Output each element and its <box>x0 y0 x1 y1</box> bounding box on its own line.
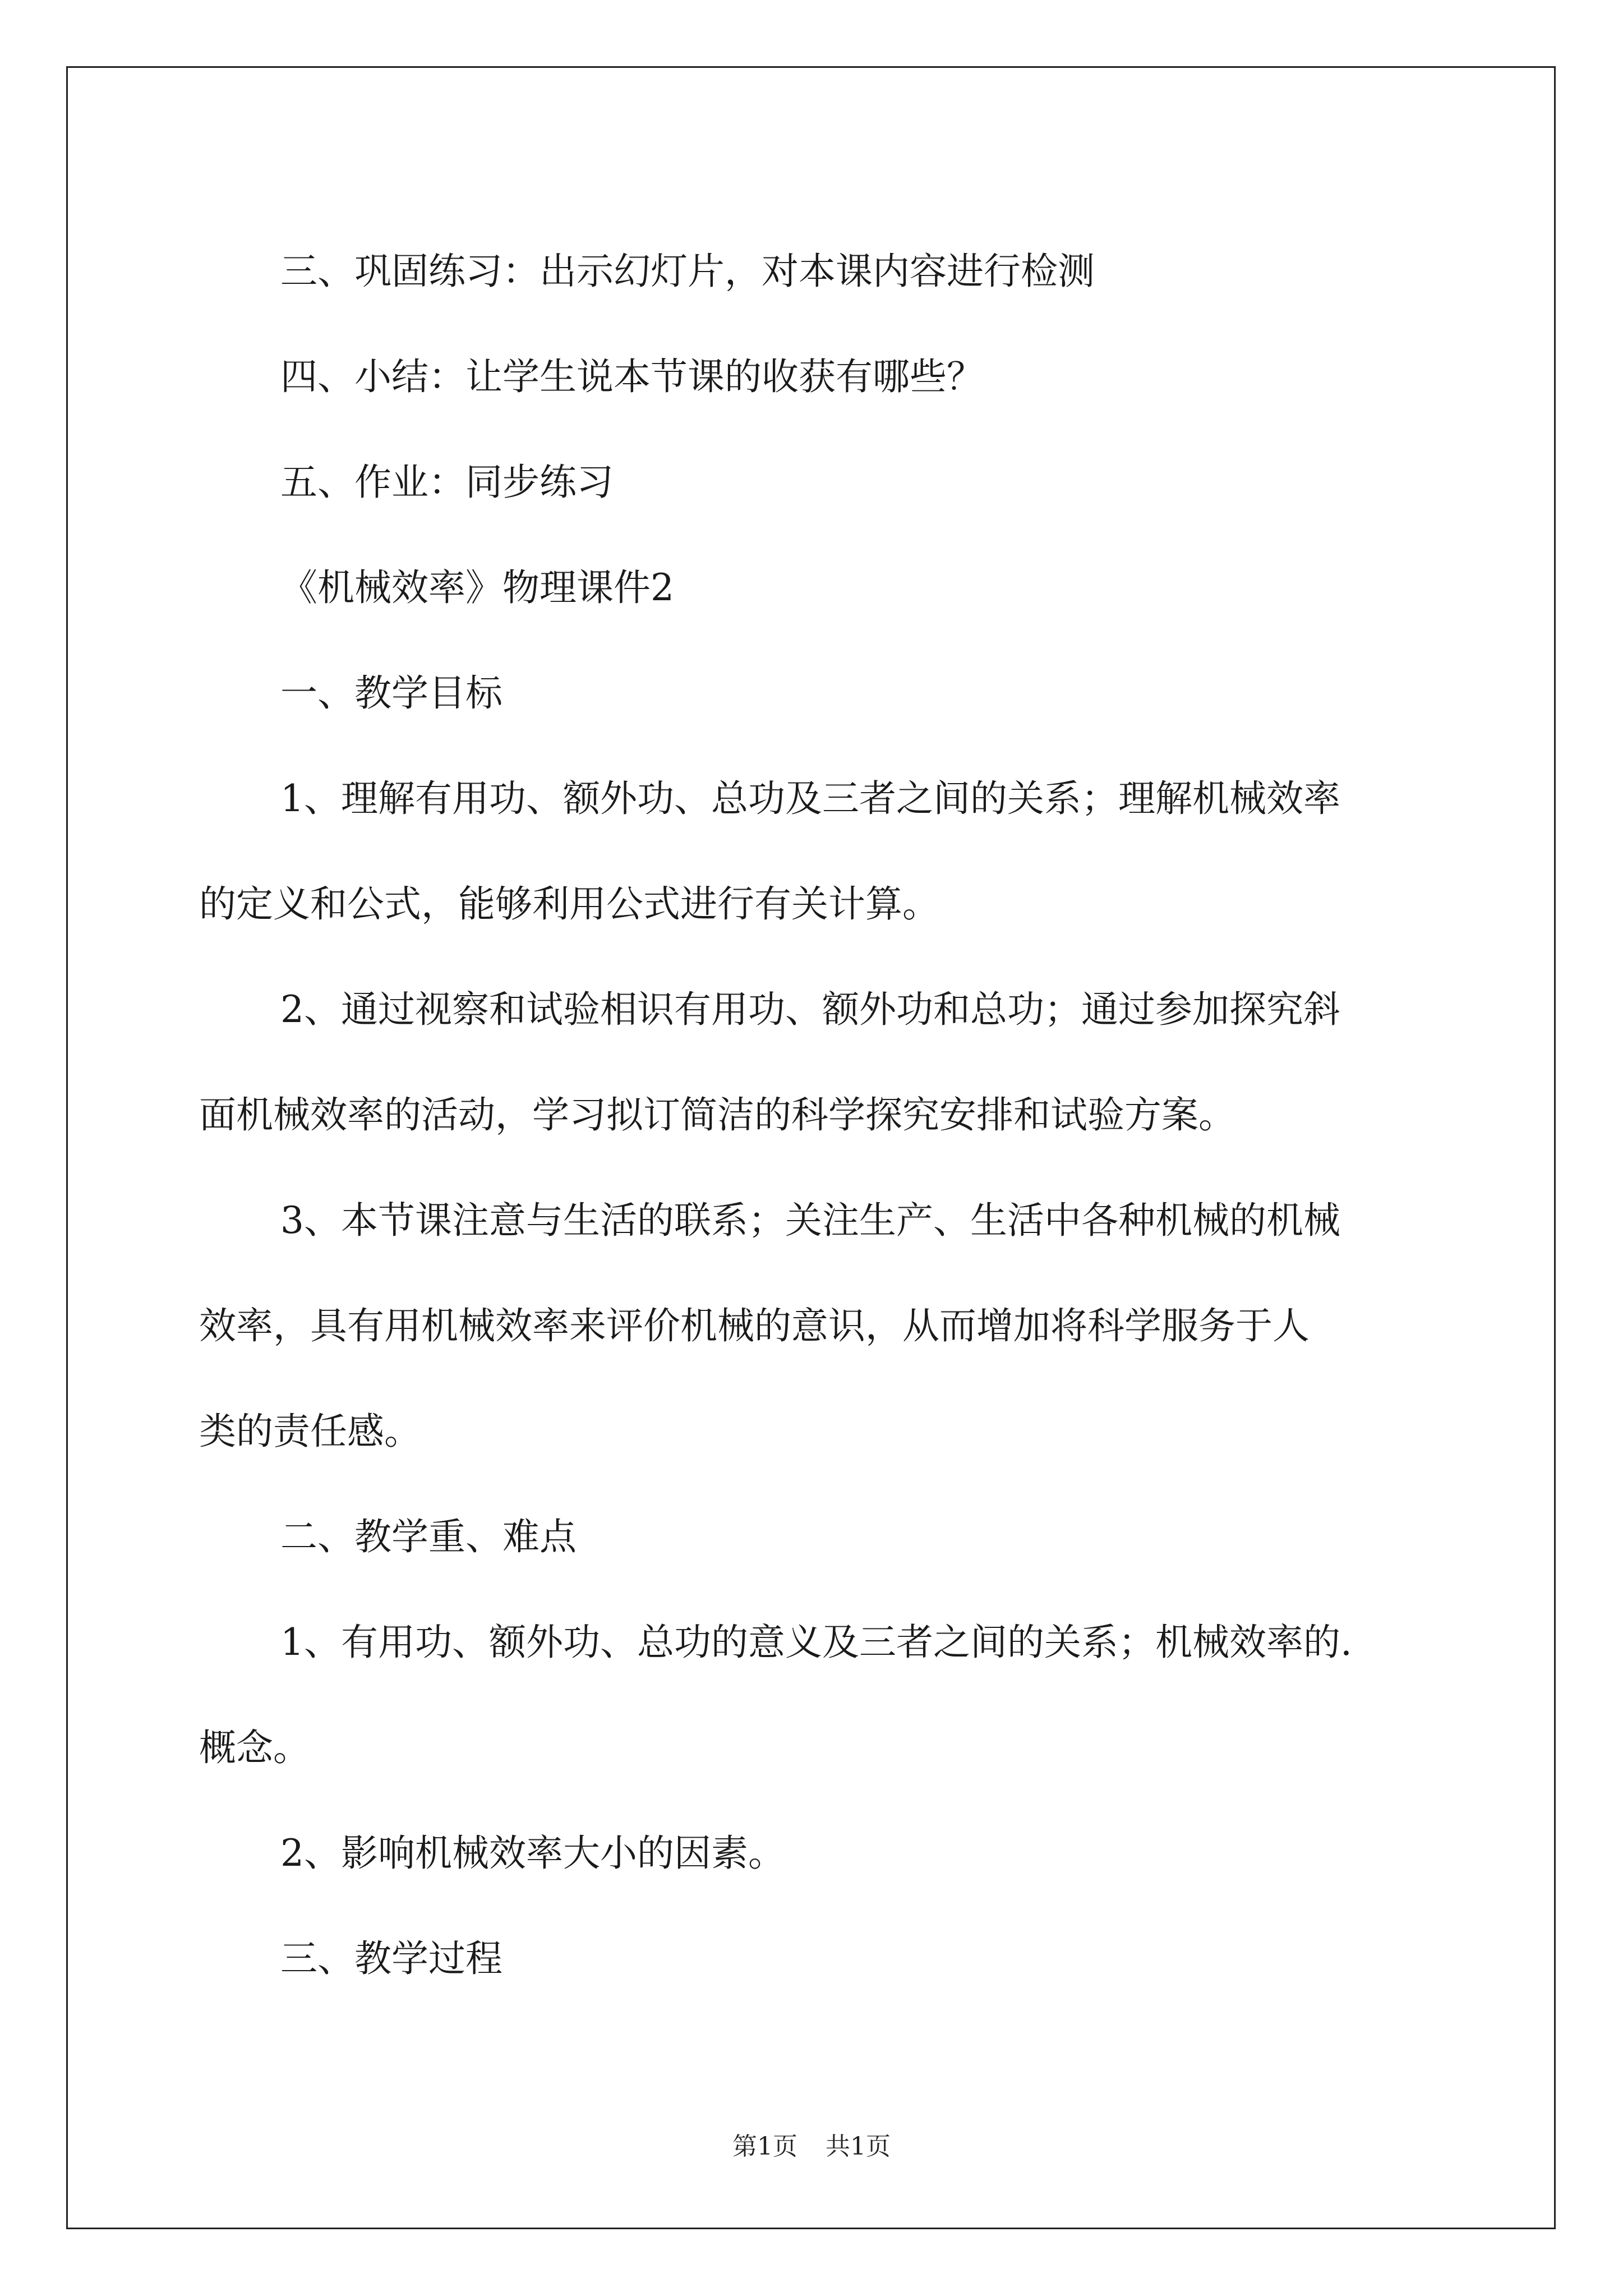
paragraph <box>199 641 1422 746</box>
page-footer <box>0 2126 1623 2162</box>
paragraph-line: 概念。 <box>199 1726 310 1769</box>
paragraph <box>199 1590 1422 1801</box>
page-total: 共1页 <box>826 2132 891 2161</box>
paragraph-line: 面机械效率的活动，学习拟订简洁的科学探究安排和试验方案。 <box>199 1093 1235 1137</box>
paragraph-line: 三、教学过程 <box>280 1937 502 1980</box>
page-number: 第1页 <box>732 2132 797 2161</box>
paragraph <box>199 1906 1422 2012</box>
paragraph <box>199 1168 1422 1484</box>
paragraph-line: 2、通过视察和试验相识有用功、额外功和总功；通过参加探究斜 <box>280 988 1340 1031</box>
paragraph-line: 1、有用功、额外功、总功的意义及三者之间的关系；机械效率的. <box>280 1621 1352 1664</box>
paragraph-line: 五、作业：同步练习 <box>280 461 614 504</box>
paragraph <box>199 430 1422 535</box>
paragraph-line: 1、理解有用功、额外功、总功及三者之间的关系；理解机械效率 <box>280 777 1340 820</box>
paragraph-line: 2、影响机械效率大小的因素。 <box>280 1832 785 1875</box>
paragraph-line: 一、教学目标 <box>280 671 502 715</box>
paragraph-line: 《机械效率》物理课件2 <box>280 566 674 609</box>
section-title <box>199 535 1422 641</box>
paragraph-line: 三、巩固练习：出示幻灯片，对本课内容进行检测 <box>280 250 1095 293</box>
paragraph-line: 类的责任感。 <box>199 1410 421 1453</box>
paragraph-line: 四、小结：让学生说本节课的收获有哪些？ <box>280 355 984 398</box>
paragraph <box>199 219 1422 324</box>
paragraph-line: 的定义和公式，能够利用公式进行有关计算。 <box>199 882 939 926</box>
paragraph-line: 效率，具有用机械效率来评价机械的意识，从而增加将科学服务于人 <box>199 1304 1310 1347</box>
paragraph <box>199 1484 1422 1590</box>
paragraph <box>199 746 1422 957</box>
paragraph-line: 二、教学重、难点 <box>280 1515 577 1558</box>
paragraph <box>199 324 1422 430</box>
paragraph-line: 3、本节课注意与生活的联系；关注生产、生活中各种机械的机械 <box>280 1199 1340 1242</box>
paragraph <box>199 957 1422 1168</box>
document-body <box>199 219 1422 2012</box>
paragraph <box>199 1801 1422 1906</box>
